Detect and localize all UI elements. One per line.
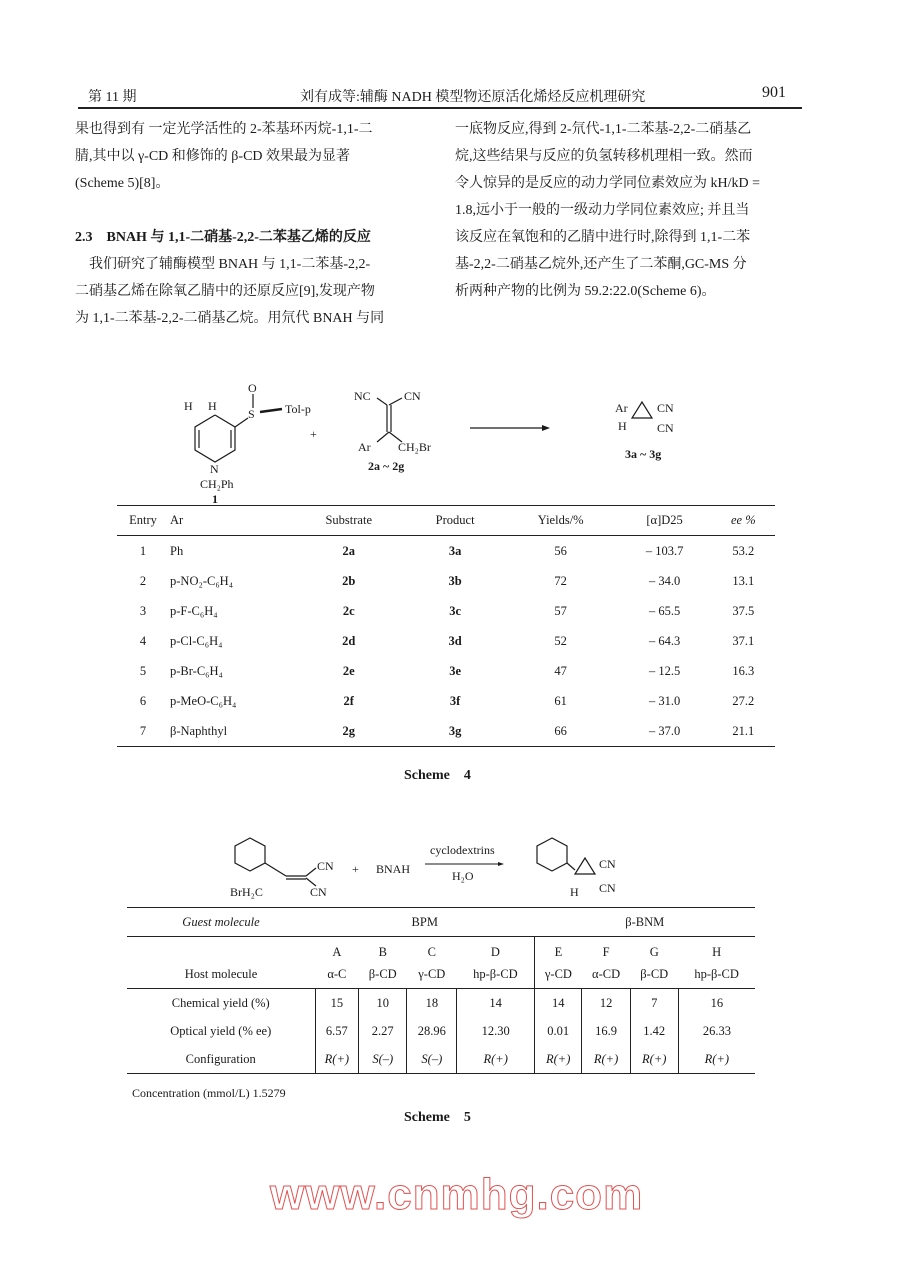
plus-sign: + bbox=[352, 862, 359, 876]
paragraph-line: 我们研究了辅酶模型 BNAH 与 1,1-二苯基-2,2- bbox=[75, 257, 371, 272]
table-cell: 3a bbox=[448, 543, 462, 558]
table-cell: 10 bbox=[359, 989, 407, 1018]
table-cell: 2 bbox=[139, 573, 147, 588]
label: CN bbox=[599, 881, 616, 895]
table-cell: 7 bbox=[139, 723, 147, 738]
table-cell: 16 bbox=[678, 989, 755, 1018]
table-cell: 3f bbox=[449, 693, 461, 708]
table-cell: 12 bbox=[582, 989, 630, 1018]
paragraph-line: 腈,其中以 γ-CD 和修饰的 β-CD 效果最为显著 bbox=[75, 149, 351, 164]
table-cell: 3e bbox=[449, 663, 462, 678]
table-cell: 14 bbox=[534, 989, 581, 1018]
table-cell: – 12.5 bbox=[648, 663, 681, 678]
host-column-header bbox=[315, 937, 359, 989]
column-header: Ar bbox=[169, 506, 291, 536]
table-cell: R(+) bbox=[678, 1045, 755, 1074]
host-column-header bbox=[582, 937, 630, 989]
host-name: α-CD bbox=[592, 966, 621, 981]
table-row bbox=[127, 1017, 755, 1045]
label: CH₂Br bbox=[398, 440, 431, 454]
running-title: 刘有成等:辅酶 NADH 模型物还原活化烯烃反应机理研究 bbox=[300, 90, 646, 105]
paragraph-line: 烷,这些结果与反应的负氢转移机理相一致。然而 bbox=[455, 149, 753, 164]
column-header: Entry bbox=[117, 506, 169, 536]
table-cell: R(+) bbox=[315, 1045, 359, 1074]
table-cell: R(+) bbox=[457, 1045, 535, 1074]
label: CN bbox=[599, 857, 616, 871]
right-column bbox=[455, 116, 810, 305]
table-cell: 3c bbox=[449, 603, 462, 618]
table-cell: 28.96 bbox=[407, 1017, 457, 1045]
table-cell: S(–) bbox=[407, 1045, 457, 1074]
table-cell: 6.57 bbox=[315, 1017, 359, 1045]
label: Tol-p bbox=[285, 402, 311, 416]
table-cell: 18 bbox=[407, 989, 457, 1018]
host-name: hp-β-CD bbox=[694, 966, 739, 981]
scheme4-caption: Scheme 4 bbox=[404, 768, 471, 783]
table-cell: 1.42 bbox=[630, 1017, 678, 1045]
host-letter: H bbox=[712, 944, 722, 959]
table-cell: 2f bbox=[343, 693, 354, 708]
host-name: β-CD bbox=[368, 966, 397, 981]
header-rule bbox=[78, 107, 802, 109]
table-cell: 3d bbox=[448, 633, 462, 648]
scheme5-table bbox=[127, 907, 755, 1074]
table-cell: 16.3 bbox=[732, 663, 755, 678]
table-cell: 15 bbox=[315, 989, 359, 1018]
host-column-header bbox=[630, 937, 678, 989]
table-cell: 2.27 bbox=[359, 1017, 407, 1045]
arrow-solvent: H₂O bbox=[452, 869, 474, 883]
scheme4-reaction bbox=[170, 380, 730, 505]
table-cell: p-Br-C₆H₄ bbox=[170, 663, 223, 678]
host-letter: A bbox=[332, 944, 342, 959]
table-cell: 27.2 bbox=[732, 693, 755, 708]
page-number: 901 bbox=[762, 84, 786, 101]
label: Ar bbox=[615, 401, 628, 415]
label: CH₂Ph bbox=[200, 477, 234, 491]
table-cell: 57 bbox=[554, 603, 567, 618]
table-cell: R(+) bbox=[582, 1045, 630, 1074]
table-cell: 13.1 bbox=[732, 573, 755, 588]
watermark: www.cnmhg.com bbox=[270, 1170, 644, 1219]
table-cell: 4 bbox=[139, 633, 147, 648]
label: NC bbox=[354, 389, 371, 403]
host-column-header bbox=[457, 937, 535, 989]
table-cell: 3g bbox=[448, 723, 462, 738]
label: CN bbox=[310, 885, 327, 899]
host-name: α-C bbox=[327, 966, 347, 981]
table-cell: p-MeO-C₆H₄ bbox=[170, 693, 237, 708]
table-cell: 2d bbox=[342, 633, 356, 648]
column-header: Product bbox=[406, 506, 503, 536]
host-name: β-CD bbox=[640, 966, 669, 981]
label: N bbox=[210, 462, 219, 476]
plus-sign: + bbox=[310, 427, 317, 441]
label: O bbox=[248, 381, 257, 395]
table-cell: 0.01 bbox=[534, 1017, 581, 1045]
label: CN bbox=[317, 859, 334, 873]
label: H bbox=[618, 419, 627, 433]
table-cell: 2b bbox=[342, 573, 356, 588]
host-column-header bbox=[407, 937, 457, 989]
paragraph-line: 1.8,远小于一般的一级动力学同位素效应; 并且当 bbox=[455, 203, 750, 218]
host-letter: C bbox=[427, 944, 436, 959]
label: H bbox=[208, 399, 217, 413]
table-cell: 56 bbox=[554, 543, 567, 558]
scheme4-table bbox=[117, 505, 775, 747]
table-cell: 1 bbox=[139, 543, 147, 558]
column-header: Yields/% bbox=[504, 506, 618, 536]
table-row bbox=[117, 656, 775, 686]
label: Ar bbox=[358, 440, 371, 454]
table-cell: 6 bbox=[139, 693, 147, 708]
label: S bbox=[248, 407, 255, 421]
table-cell: 72 bbox=[554, 573, 567, 588]
table-cell: 52 bbox=[554, 633, 567, 648]
table-cell: 61 bbox=[554, 693, 567, 708]
table-cell: p-NO₂-C₆H₄ bbox=[170, 573, 234, 588]
table-header-row bbox=[117, 506, 775, 536]
table-cell: 12.30 bbox=[457, 1017, 535, 1045]
table-cell: – 64.3 bbox=[648, 633, 681, 648]
paragraph-line: 该反应在氧饱和的乙腈中进行时,除得到 1,1-二苯 bbox=[455, 230, 751, 245]
compound-id: 2a ~ 2g bbox=[368, 459, 405, 473]
section-heading: 2.3 BNAH 与 1,1-二硝基-2,2-二苯基乙烯的反应 bbox=[75, 230, 371, 245]
host-letter: D bbox=[490, 944, 500, 959]
table-row bbox=[117, 716, 775, 747]
row-label: Host molecule bbox=[127, 937, 315, 989]
table-cell: 37.1 bbox=[732, 633, 755, 648]
label: BrH₂C bbox=[230, 885, 263, 899]
table-cell: p-F-C₆H₄ bbox=[170, 603, 218, 618]
table-cell: R(+) bbox=[534, 1045, 581, 1074]
guest-group: BPM bbox=[315, 908, 534, 937]
paragraph-line: (Scheme 5)[8]。 bbox=[75, 176, 170, 191]
table-cell: 53.2 bbox=[732, 543, 755, 558]
label: H bbox=[184, 399, 193, 413]
paragraph-line: 二硝基乙烯在除氧乙腈中的还原反应[9],发现产物 bbox=[75, 284, 375, 299]
product-structure bbox=[537, 838, 595, 874]
table-row bbox=[117, 596, 775, 626]
table-cell: 5 bbox=[139, 663, 147, 678]
column-header: Substrate bbox=[291, 506, 406, 536]
table-cell: – 65.5 bbox=[648, 603, 681, 618]
table-cell: 26.33 bbox=[678, 1017, 755, 1045]
table-cell: 66 bbox=[554, 723, 567, 738]
host-name: γ-CD bbox=[544, 966, 572, 981]
host-column-header bbox=[359, 937, 407, 989]
table-row bbox=[127, 1045, 755, 1074]
reagent-bnah: BNAH bbox=[376, 862, 411, 876]
host-letter: G bbox=[649, 944, 659, 959]
host-letter: B bbox=[378, 944, 387, 959]
table-cell: 2a bbox=[342, 543, 355, 558]
table-cell: 3 bbox=[139, 603, 147, 618]
table-cell: 37.5 bbox=[732, 603, 755, 618]
cyclopropane-ring bbox=[632, 402, 652, 418]
paragraph-line: 基-2,2-二硝基乙烷外,还产生了二苯酮,GC-MS 分 bbox=[455, 257, 747, 272]
table-row bbox=[117, 686, 775, 716]
label: H bbox=[570, 885, 579, 899]
table-cell: p-Cl-C₆H₄ bbox=[170, 633, 223, 648]
paragraph-line: 令人惊异的是反应的动力学同位素效应为 kH/kD = bbox=[455, 176, 761, 191]
compound-id: 3a ~ 3g bbox=[625, 447, 662, 461]
table-row bbox=[117, 626, 775, 656]
table-cell: 7 bbox=[630, 989, 678, 1018]
table-cell: 47 bbox=[554, 663, 567, 678]
column-header: [α]D25 bbox=[618, 506, 712, 536]
host-name: hp-β-CD bbox=[473, 966, 518, 981]
table-cell: Ph bbox=[170, 543, 184, 558]
guest-group: β-BNM bbox=[534, 908, 755, 937]
compound-2-structure bbox=[377, 398, 402, 442]
table-cell: – 31.0 bbox=[648, 693, 681, 708]
arrow-condition: cyclodextrins bbox=[430, 843, 495, 857]
label: CN bbox=[657, 401, 674, 415]
table-cell: 16.9 bbox=[582, 1017, 630, 1045]
table-cell: β-Naphthyl bbox=[170, 723, 228, 738]
table-cell: R(+) bbox=[630, 1045, 678, 1074]
row-label: Optical yield (% ee) bbox=[170, 1023, 272, 1038]
table-row bbox=[117, 566, 775, 596]
column-header: ee % bbox=[712, 506, 775, 536]
table-cell: – 34.0 bbox=[648, 573, 681, 588]
host-letter: F bbox=[602, 944, 610, 959]
table-cell: 21.1 bbox=[732, 723, 755, 738]
concentration-note: Concentration (mmol/L) 1.5279 bbox=[132, 1086, 286, 1100]
paragraph-line: 为 1,1-二苯基-2,2-二硝基乙烷。用氘代 BNAH 与同 bbox=[75, 311, 385, 326]
row-label: Chemical yield (%) bbox=[171, 995, 270, 1010]
paragraph-line: 析两种产物的比例为 59.2:22.0(Scheme 6)。 bbox=[455, 284, 716, 299]
host-column-header bbox=[534, 937, 581, 989]
table-cell: S(–) bbox=[359, 1045, 407, 1074]
table-cell: 2c bbox=[342, 603, 355, 618]
label: CN bbox=[404, 389, 421, 403]
host-name: γ-CD bbox=[418, 966, 446, 981]
left-column bbox=[75, 116, 435, 332]
paragraph-line: 果也得到有 一定光学活性的 2-苯基环丙烷-1,1-二 bbox=[75, 122, 373, 137]
paragraph-line: 一底物反应,得到 2-氘代-1,1-二苯基-2,2-二硝基乙 bbox=[455, 122, 752, 137]
issue-number: 第 11 期 bbox=[88, 90, 137, 105]
label: CN bbox=[657, 421, 674, 435]
guest-row bbox=[127, 908, 755, 937]
table-cell: – 103.7 bbox=[645, 543, 684, 558]
reactant-structure bbox=[235, 838, 316, 886]
host-row bbox=[127, 937, 755, 989]
row-label: Guest molecule bbox=[127, 908, 315, 937]
compound-id: 1 bbox=[212, 492, 218, 505]
table-cell: 2e bbox=[342, 663, 355, 678]
table-row bbox=[127, 989, 755, 1018]
host-column-header bbox=[678, 937, 755, 989]
row-label: Configuration bbox=[185, 1051, 256, 1066]
table-cell: 14 bbox=[457, 989, 535, 1018]
scheme5-caption: Scheme 5 bbox=[404, 1110, 471, 1125]
table-row bbox=[117, 536, 775, 567]
scheme5-reaction bbox=[220, 830, 680, 905]
table-cell: – 37.0 bbox=[648, 723, 681, 738]
table-cell: 3b bbox=[448, 573, 462, 588]
table-cell: 2g bbox=[342, 723, 355, 738]
host-letter: E bbox=[554, 944, 563, 959]
